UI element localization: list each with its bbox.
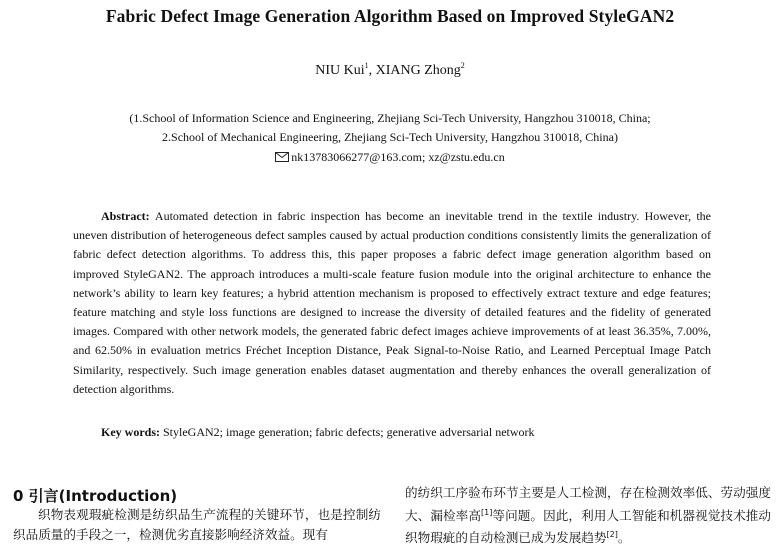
citation-ref[interactable]: [2]	[606, 530, 618, 539]
abstract	[73, 207, 711, 399]
affiliation-marker: 1	[364, 61, 369, 70]
author-name: NIU Kui	[315, 63, 365, 78]
author-line	[0, 61, 780, 79]
author-name: XIANG Zhong	[375, 63, 461, 78]
author-separator: ,	[368, 63, 376, 78]
keywords-text: StyleGAN2; image generation; fabric defects; generative adversarial network	[163, 425, 535, 439]
body-text-right	[405, 483, 771, 548]
keywords-colon: :	[156, 425, 163, 439]
envelope-icon	[275, 152, 289, 162]
paper-title: Fabric Defect Image Generation Algorithm Based on Improved StyleGAN2	[105, 6, 675, 26]
abstract-colon: :	[145, 209, 155, 223]
section-heading: 0 引言(Introduction)	[13, 487, 178, 505]
body-text: 。	[617, 530, 631, 545]
body-text: 等问题。因此，利用人工智能和机器视觉技术推动织物瑕疵的自动检测已成为发展趋势	[405, 507, 772, 545]
affiliation-marker: 2	[460, 61, 465, 70]
keywords	[101, 425, 721, 440]
citation-ref[interactable]: [1]	[481, 507, 493, 517]
abstract-text: Automated detection in fabric inspection has become an inevitable trend in the textile industry. However, the uneven distribution of heterogeneous defect samples caused by actual production conditions consistently limits the generalization of fabric defect detection algorithms. To address this, this paper proposes a fabric defect image generation algorithm based on improved StyleGAN2. The approach introduces a multi-scale feature fusion module into the original architecture to enhance the network’s ability to learn key features; a hybrid attention mechanism is proposed to effectively extract texture and edge features; feature matching and style loss functions are designed to increase the diversity of detailed features and the fidelity of generated images. Compared with other network models, the generated fabric defect images achieve improvements of at least 36.35%, 7.00%, and 62.50% in evaluation metrics Fréchet Inception Distance, Peak Signal-to-Noise Ratio, and Learned Perceptual Image Patch Similarity, respectively. Such image generation enables dataset augmentation and thereby enhances the overall generalization of detection algorithms.	[73, 209, 711, 396]
keywords-label: Key words	[101, 425, 156, 439]
body-text: 的纺织工序验布环节主要是人工检测，存在检测效率低、劳动强度大、漏检率高	[405, 485, 771, 523]
affiliation-line: 2.School of Mechanical Engineering, Zhejiang Sci-Tech University, Hangzhou 310018, China)	[162, 130, 618, 144]
abstract-label: Abstract	[101, 209, 146, 223]
email-line	[0, 150, 780, 165]
email-address: nk13783066277@163.com; xz@zstu.edu.cn	[291, 150, 505, 164]
body-text-left: 织物表观瑕疵检测是纺织品生产流程的关键环节，也是控制纺织品质量的手段之一，检测优劣直接影响经济效益。现有	[13, 507, 381, 542]
affiliation-line: (1.School of Information Science and Engineering, Zhejiang Sci-Tech University, Hangzhou 310018, China;	[129, 111, 651, 125]
